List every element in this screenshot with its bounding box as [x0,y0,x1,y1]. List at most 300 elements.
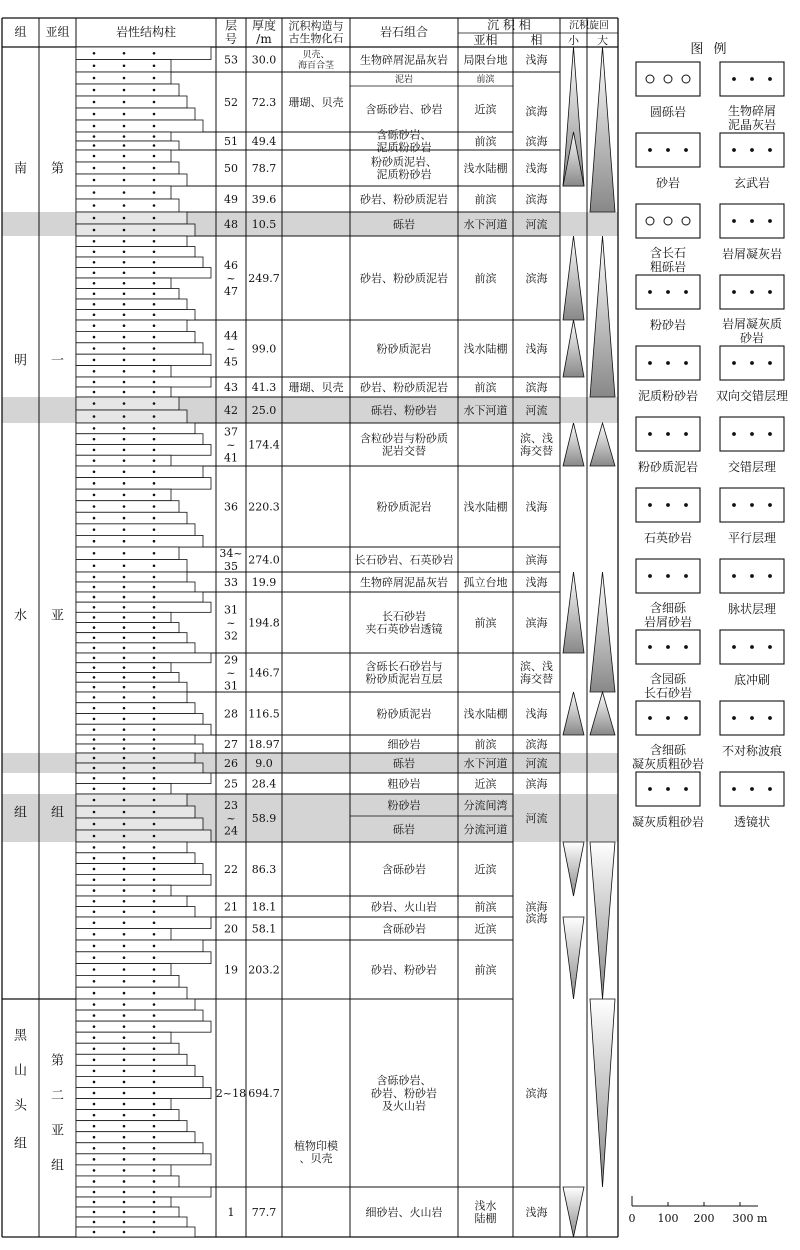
lithology-grain [153,1025,156,1028]
lithology-grain [93,1103,96,1106]
legend-label: 含细砾岩屑砂岩 [643,601,693,630]
lithology-bed [76,896,187,907]
legend-label: 凝灰质粗砂岩 [631,815,705,830]
lithology-grain [93,968,96,971]
lithology-grain [153,282,156,285]
legend-swatch-mark [769,291,772,294]
lithology-grain [123,1169,126,1172]
header-formation: 组 [14,25,27,40]
facies-text: 滨、浅海交替 [520,660,553,686]
lithology-grain [153,470,156,473]
rock-assemblage: 粉砂质泥岩、泥质粉砂岩 [371,155,437,182]
lithology-grain [93,823,96,826]
lithology-grain [93,921,96,924]
facies-text: 滨、浅海交替 [520,432,553,458]
facies-text: 滨海 [525,737,548,751]
lithology-grain [123,517,126,520]
lithology-bed [76,692,187,703]
lithology-grain [153,586,156,589]
cycle-large-triangle [590,572,615,692]
lithology-grain [123,1201,126,1204]
lithology-grain [123,303,126,306]
lithology-grain [93,1092,96,1095]
lithology-grain [153,626,156,629]
rock-assemblage: 砂岩、粉砂质泥岩 [360,192,448,206]
lithology-grain [153,370,156,373]
lithology-grain [93,470,96,473]
layer-number: 20 [224,922,238,936]
lithology-grain [93,738,96,741]
legend-swatch-mark [751,433,754,436]
lithology-grain [123,135,126,138]
layer-thickness: 220.3 [248,500,280,514]
facies-text: 滨海 [525,777,548,791]
rock-assemblage: 含砾砂岩 [382,922,426,936]
lithology-grain [93,767,96,770]
lithology-grain [123,1147,126,1150]
legend-swatch-mark [751,362,754,365]
lithology-grain [93,1136,96,1139]
lithology-grain [93,835,96,838]
lithology-grain [153,77,156,80]
lithology-grain [93,217,96,220]
lithology-grain [153,1158,156,1161]
rock-assemblage: 粉砂岩 [387,798,421,812]
lithology-grain [93,1114,96,1117]
lithology-grain [93,586,96,589]
legend-label: 泥质粉砂岩 [637,389,699,404]
subfacies-text: 前滨 [474,963,497,977]
lithology-grain [93,271,96,274]
layer-number: 28 [224,707,238,721]
layer-thickness: 10.5 [251,217,277,231]
lithology-grain [123,89,126,92]
lithology-bed [76,547,179,560]
lithology-grain [123,992,126,995]
formation-char: 水 [13,608,28,624]
legend-swatch-mark [733,788,736,791]
lithology-grain [93,606,96,609]
lithology-grain [123,191,126,194]
layer-thickness: 174.4 [248,438,280,452]
lithology-grain [93,757,96,760]
lithology-bed [76,268,211,279]
layer-number: 26 [224,756,238,770]
lithology-bed [76,673,179,683]
legend-swatch-mark [649,717,652,720]
lithology-grain [153,1070,156,1073]
lithology-grain [123,167,126,170]
lithology-grain [123,52,126,55]
lithology-bed [76,724,211,735]
lithology-grain [123,1158,126,1161]
layer-thickness: 41.3 [251,380,277,394]
lithology-grain [123,217,126,220]
header-facies-sub: 相 [530,33,543,48]
layer-number: 53 [224,53,238,67]
subfacies-text: 孤立台地 [463,575,508,589]
lithology-grain [153,1114,156,1117]
lithology-grain [153,336,156,339]
facies-text: 浅海 [525,342,548,356]
facies-text: 滨海 [525,104,548,118]
subgroup-char: 组 [50,805,65,821]
legend-swatch-mark [649,575,652,578]
lithology-grain [93,250,96,253]
facies-text: 滨海 [525,271,548,285]
lithology-grain [153,889,156,892]
lithology-grain [93,113,96,116]
lithology-grain [123,113,126,116]
lithology-grain [93,427,96,430]
header-cycle: 沉积旋回 [569,20,609,32]
lithology-grain [93,1014,96,1017]
lithology-grain [123,696,126,699]
lithology-grain [153,1003,156,1006]
lithology-grain [93,517,96,520]
lithology-grain [93,696,96,699]
cycle-small-triangle [563,842,584,896]
legend-swatch-mark [685,717,688,720]
layer-number: 31 ~ 32 [224,603,238,643]
layer-number: 51 [224,134,238,148]
legend-label: 透镜状 [733,815,771,830]
lithology-grain [93,135,96,138]
legend-swatch-mark [751,575,754,578]
facies-text: 浅海 [525,575,548,589]
lithology-bed [76,162,179,174]
rock-assemblage: 含砾砂岩、砂岩 [365,102,443,116]
legend-swatch-mark [667,291,670,294]
legend-label: 砂岩 [655,176,681,191]
lithology-grain [153,240,156,243]
facies-text: 浅海 [525,1205,548,1219]
structure-text: 贝壳、海百合茎 [297,50,335,71]
header-assemblage: 岩石组合 [379,25,429,40]
lithology-grain [93,879,96,882]
lithology-grain [153,391,156,394]
cycle-small-triangle [563,1187,584,1237]
legend-label: 含细砾凝灰质粗砂岩 [631,743,705,772]
lithology-grain [153,1147,156,1150]
cycle-large-triangle [590,842,615,999]
lithology-bed [76,682,187,692]
legend-swatch-mark [769,575,772,578]
legend-label: 不对称波痕 [721,744,783,759]
lithology-grain [93,626,96,629]
lithology-grain [153,767,156,770]
lithology-bed [76,987,187,999]
legend-swatch-mark [667,788,670,791]
lithology-grain [93,505,96,508]
lithology-grain [123,586,126,589]
lithology-grain [123,1211,126,1214]
layer-thickness: 694.7 [248,1086,280,1100]
header-cycle-small: 小 [568,33,579,47]
lithology-bed [76,975,179,987]
lithology-grain [93,900,96,903]
lithology-grain [153,1201,156,1204]
lithology-grain [153,933,156,936]
lithology-grain [123,596,126,599]
lithology-grain [93,449,96,452]
legend-swatch-mark [667,575,670,578]
legend-label: 圆砾岩 [649,105,687,120]
legend-swatch-mark [751,220,754,223]
lithology-grain [153,89,156,92]
lithology-grain [93,933,96,936]
lithology-grain [123,415,126,418]
lithology-grain [153,879,156,882]
subgroup-char: 一 [50,353,65,369]
lithology-grain [93,167,96,170]
legend-swatch-mark [769,788,772,791]
rock-assemblage: 砂岩、火山岩 [371,900,437,914]
subfacies-text: 近滨 [474,777,497,791]
rock-assemblage: 砾岩 [393,217,415,231]
lithology-grain [93,64,96,67]
rock-assemblage: 生物碎屑泥晶灰岩 [360,575,448,589]
structure-text: 珊瑚、贝壳 [288,380,344,394]
lithology-bed [76,794,187,806]
lithology-grain [123,1081,126,1084]
lithology-grain [153,347,156,350]
subfacies-text: 前滨 [476,75,495,86]
lithology-grain [123,676,126,679]
lithology-grain [93,359,96,362]
lithology-grain [123,1136,126,1139]
layer-number: 43 [224,380,238,394]
lithology-grain [123,811,126,814]
lithology-grain [123,879,126,882]
lithology-grain [153,179,156,182]
lithology-bed [76,633,187,643]
lithology-bed [76,1021,211,1032]
lithology-grain [153,292,156,295]
header-cycle-large: 大 [597,33,608,47]
lithology-bed [76,478,211,490]
lithology-grain [153,494,156,497]
lithology-grain [93,101,96,104]
cycle-small-triangle [563,320,584,377]
lithology-grain [153,1014,156,1017]
lithology-bed [76,289,179,300]
subfacies-text: 近滨 [474,102,497,116]
lithology-grain [123,1103,126,1106]
lithology-grain [153,777,156,780]
subfacies-text: 浅水陆棚 [474,1199,497,1226]
lithology-grain [153,52,156,55]
lithology-grain [123,402,126,405]
lithology-grain [123,728,126,731]
layer-thickness: 49.4 [251,134,277,148]
lithology-grain [93,945,96,948]
header-layer: 层号 [224,18,238,47]
lithology-grain [153,666,156,669]
lithology-grain [123,921,126,924]
lithology-grain [93,229,96,232]
lithology-bed [76,1176,179,1187]
lithology-grain [153,303,156,306]
lithology-grain [123,449,126,452]
scale-label: 300 m [732,1211,768,1225]
lithology-grain [153,1169,156,1172]
lithology-grain [93,204,96,207]
lithology-grain [123,427,126,430]
legend-swatch-mark [685,433,688,436]
lithology-grain [153,381,156,384]
legend-label: 岩屑凝灰质砂岩 [721,317,783,346]
lithology-grain [123,347,126,350]
lithology-grain [153,980,156,983]
legend-swatch-mark [733,504,736,507]
lithology-grain [123,889,126,892]
rock-assemblage: 泥岩 [394,75,414,86]
scale-label: 100 [657,1211,679,1225]
lithology-grain [93,728,96,731]
layer-thickness: 18.1 [251,900,277,914]
legend-swatch-mark [733,575,736,578]
lithology-bed [76,623,179,633]
lithology-grain [123,657,126,660]
lithology-grain [123,945,126,948]
subgroup-char: 二 [50,1088,65,1104]
lithology-grain [123,101,126,104]
legend-swatch-mark [769,717,772,720]
lithology-grain [93,77,96,80]
lithology-grain [153,992,156,995]
lithology-grain [123,933,126,936]
header-facies: 沉 积 相 [487,18,531,33]
layer-number: 34~ 35 [219,546,243,573]
layer-number: 44 ~ 45 [224,329,238,369]
lithology-bed [76,1187,211,1197]
lithology-grain [123,1092,126,1095]
lithology-grain [93,347,96,350]
layer-number: 36 [224,500,238,514]
lithology-grain [93,303,96,306]
lithology-grain [93,261,96,264]
lithology-grain [123,1125,126,1128]
lithology-grain [93,811,96,814]
subfacies-text: 水下河道 [463,756,508,770]
lithology-grain [93,191,96,194]
lithology-grain [123,900,126,903]
legend-swatch-mark [733,362,736,365]
lithology-bed [76,410,187,423]
lithology-grain [93,402,96,405]
header-subfacies: 亚相 [473,33,498,48]
cycle-small-triangle [563,917,584,999]
formation-char: 明 [13,353,28,369]
lithology-grain [123,391,126,394]
lithology-bed [76,602,211,612]
lithology-grain [123,1114,126,1117]
rock-assemblage: 含砾砂岩 [382,862,426,876]
lithology-grain [153,517,156,520]
lithology-grain [153,250,156,253]
lithology-grain [123,292,126,295]
subfacies-text: 前滨 [474,900,497,914]
lithology-grain [123,540,126,543]
lithology-grain [93,1147,96,1150]
layer-number: 25 [224,777,238,791]
legend-swatch-mark [751,646,754,649]
layer-thickness: 194.8 [248,616,280,630]
legend-title: 图 例 [690,42,730,57]
legend-swatch-mark [733,78,736,81]
lithology-grain [123,438,126,441]
rock-assemblage: 细砂岩 [387,737,421,751]
lithology-grain [93,889,96,892]
subfacies-text: 局限台地 [463,53,508,67]
lithology-grain [93,636,96,639]
layer-number: 23 ~ 24 [224,799,238,838]
layer-thickness: 28.4 [251,777,277,791]
facies-text: 河流 [525,811,548,825]
lithology-bed [76,1217,187,1227]
lithology-grain [153,846,156,849]
lithology-grain [93,857,96,860]
lithology-grain [93,1047,96,1050]
layer-number: 52 [224,95,238,109]
legend-swatch-mark [667,149,670,152]
lithology-grain [123,552,126,555]
lithology-grain [123,767,126,770]
lithology-grain [93,1191,96,1194]
lithology-grain [123,528,126,531]
rock-assemblage: 生物碎屑泥晶灰岩 [360,53,448,67]
layer-thickness: 58.9 [251,811,277,825]
lithology-bed [76,560,187,573]
legend-swatch-mark [667,504,670,507]
legend-swatch-mark [649,291,652,294]
lithology-grain [93,391,96,394]
facies-text: 滨海 [525,134,548,148]
lithology-grain [153,528,156,531]
lithology-grain [153,217,156,220]
lithology-bed [76,397,179,410]
rock-assemblage: 粗砂岩 [387,777,421,791]
legend-swatch-mark [685,788,688,791]
lithology-bed [76,84,179,96]
lithology-grain [123,359,126,362]
lithology-grain [123,64,126,67]
lithology-grain [93,1081,96,1084]
lithology-grain [153,1136,156,1139]
layer-number: 50 [224,161,238,175]
lithology-grain [153,1231,156,1234]
legend-swatch-mark [733,717,736,720]
lithology-grain [153,636,156,639]
lithology-grain [123,250,126,253]
lithology-grain [153,540,156,543]
facies-text: 滨海 [525,192,548,206]
lithology-grain [153,576,156,579]
lithology-grain [93,787,96,790]
lithology-grain [123,179,126,182]
lithology-bed [76,1043,179,1054]
lithology-grain [153,1180,156,1183]
rock-assemblage: 长石砂岩、石英砂岩 [354,553,454,567]
lithology-grain [123,606,126,609]
lithology-grain [153,1103,156,1106]
lithology-grain [123,261,126,264]
lithology-grain [93,292,96,295]
lithology-bed [76,199,179,212]
layer-number: 21 [224,900,238,914]
layer-thickness: 19.9 [251,575,277,589]
